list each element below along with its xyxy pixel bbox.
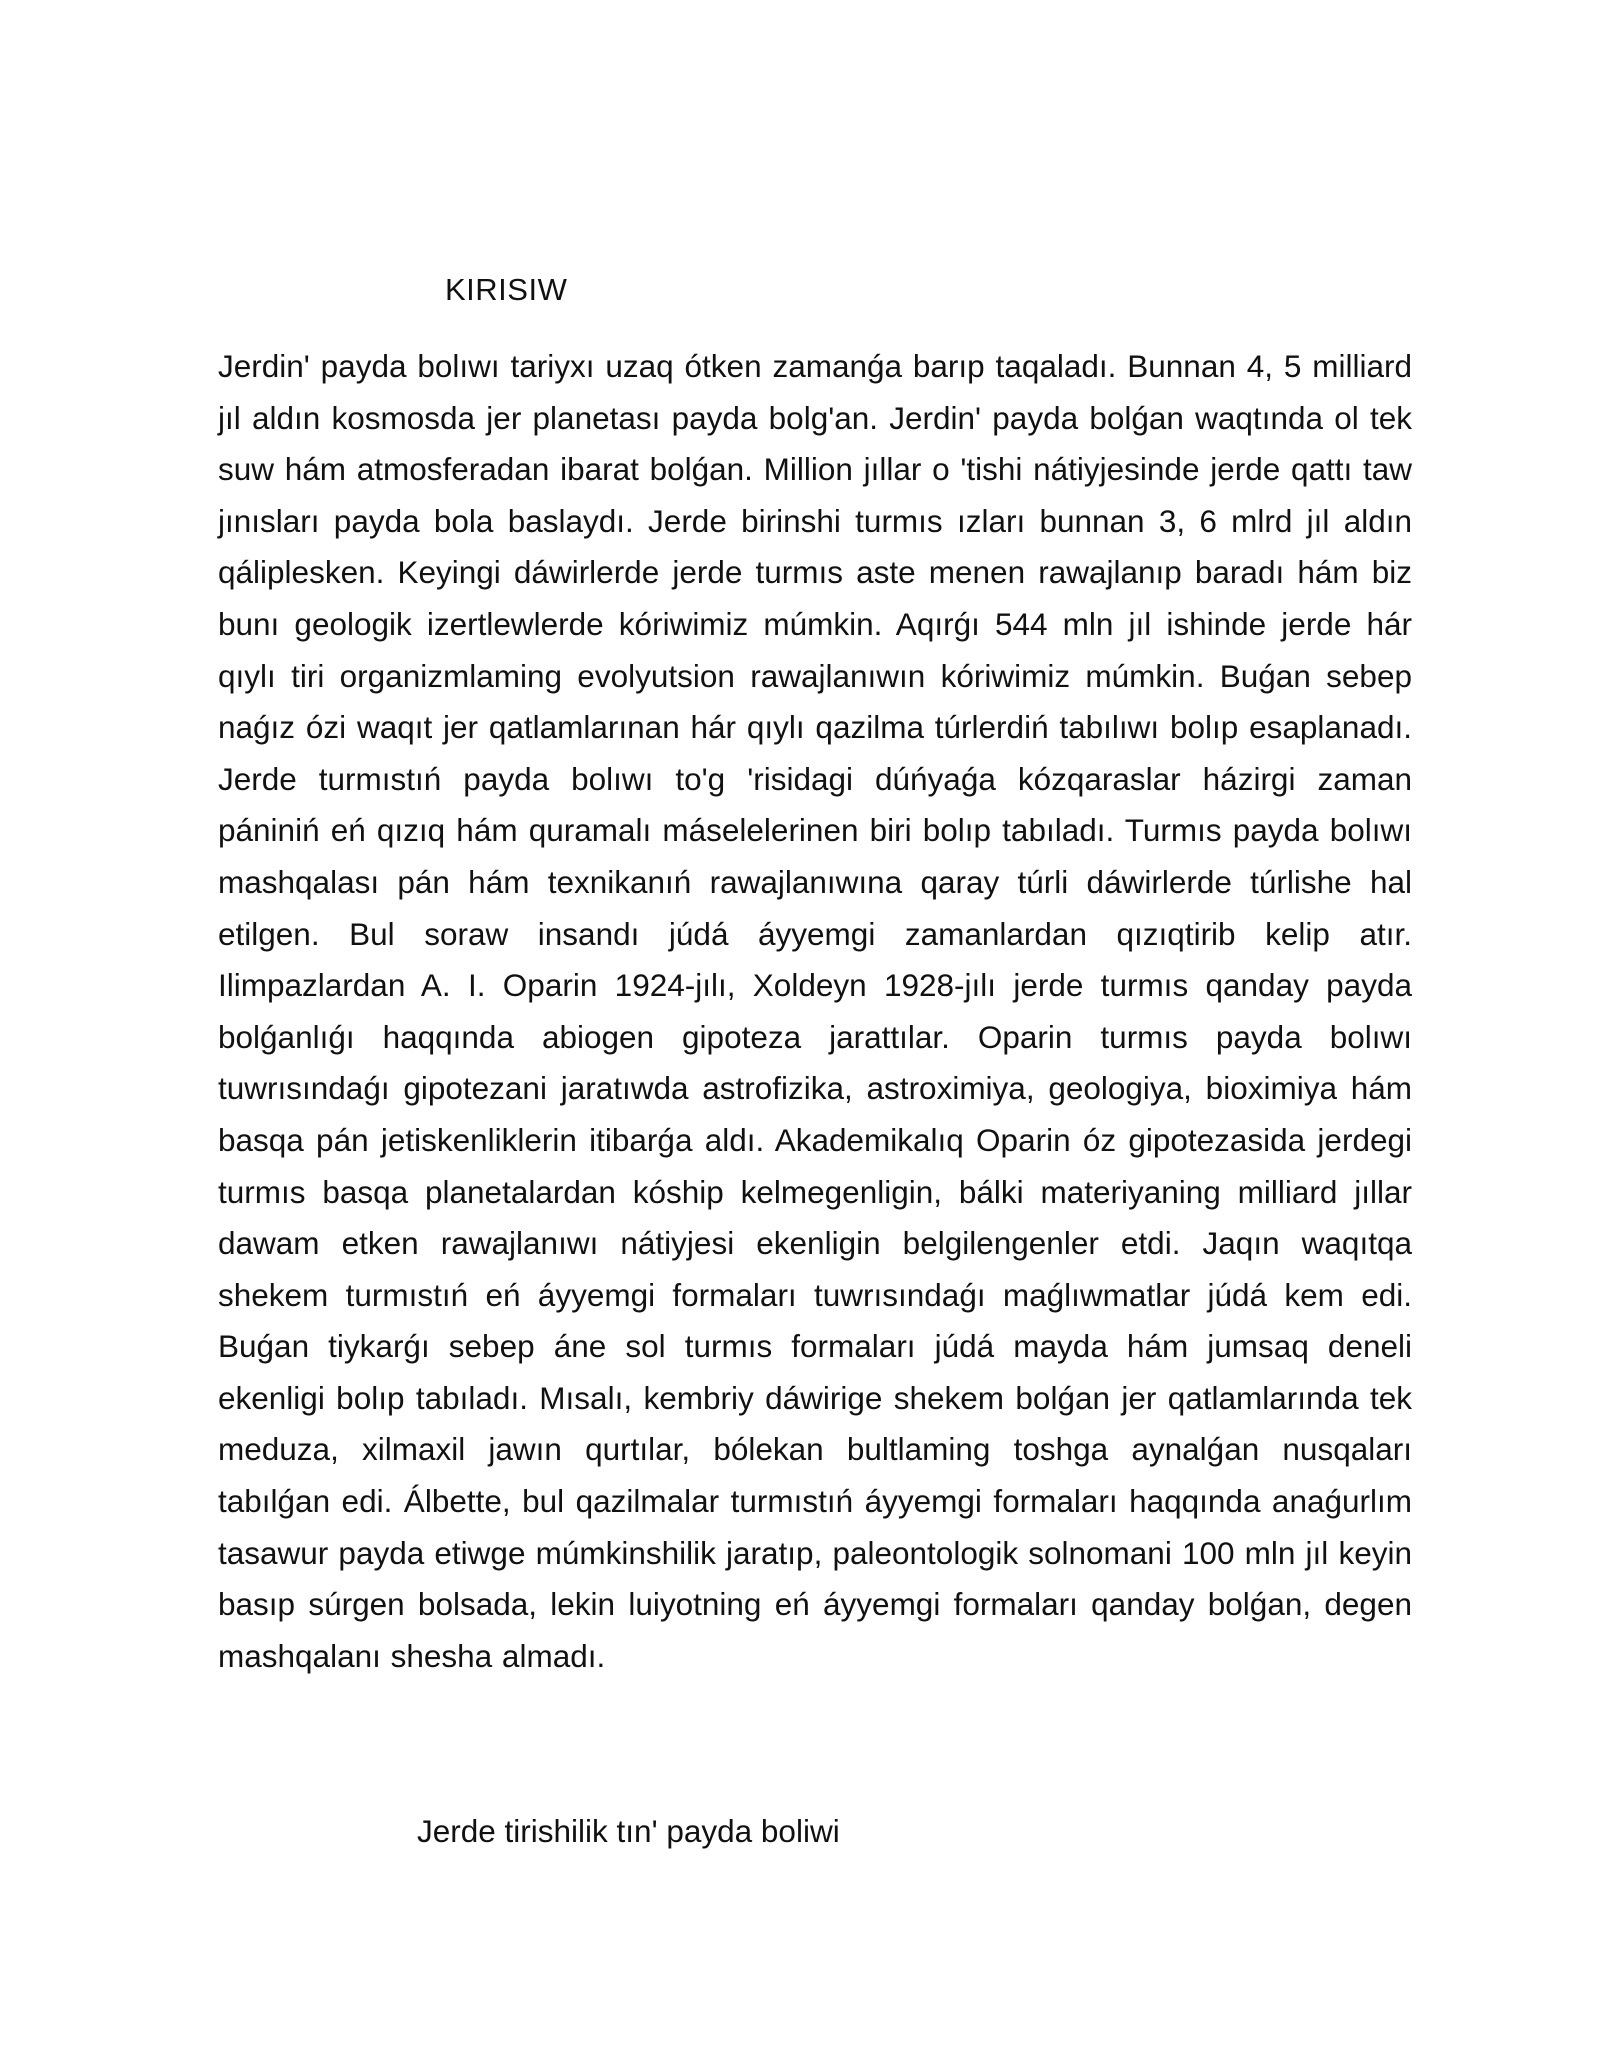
document-heading: KIRISIW <box>445 272 568 307</box>
body-paragraph: Jerdin' payda bolıwı tariyxı uzaq ótken zamanǵa barıp taqaladı. Bunnan 4, 5 milliard jıl aldın kosmosda jer planetası payda bolg'an. Jerdin' payda bolǵan waqtında ol tek suw hám atmosferadan ibarat bolǵan. Million jıllar o 'tishi nátiyjesinde jerde qattı taw jınısları payda bola baslaydı. Jerde birinshi turmıs ızları bunnan 3, 6 mlrd jıl aldın qáliplesken. Keyingi dáwirlerde jerde turmıs aste menen rawajlanıp baradı hám biz bunı geologik izertlewlerde kóriwimiz múmkin. Aqırǵı 544 mln jıl ishinde jerde hár qıylı tiri organizmlaming evolyutsion rawajlanıwın kóriwimiz múmkin. Buǵan sebep naǵız ózi waqıt jer qatlamlarınan hár qıylı qazilma túrlerdiń tabılıwı bolıp esaplanadı. Jerde turmıstıń payda bolıwı to'g 'risidagi dúńyaǵa kózqaraslar házirgi zaman pániniń eń qızıq hám quramalı máselelerinen biri bolıp tabıladı. Turmıs payda bolıwı mashqalası pán hám texnikanıń rawajlanıwına qaray túrli dáwirlerde túrlishe hal etilgen. Bul soraw insandı júdá áyyemgi zamanlardan qızıqtirib kelip atır. Ilimpazlardan A. I. Oparin 1924-jılı, Xoldeyn 1928-jılı jerde turmıs qanday payda bolǵanlıǵı haqqında abiogen gipoteza jarattılar. Oparin turmıs payda bolıwı tuwrısındaǵı gipotezani jaratıwda astrofizika, astroximiya, geologiya, bioximiya hám basqa pán jetiskenliklerin itibarǵa aldı. Akademikalıq Oparin óz gipotezasida jerdegi turmıs basqa planetalardan kóship kelmegenligin, bálki materiyaning milliard jıllar dawam etken rawajlanıwı nátiyjesi ekenligin belgilengenler etdi. Jaqın waqıtqa shekem turmıstıń eń áyyemgi formaları tuwrısındaǵı maǵlıwmatlar júdá kem edi. Buǵan tiykarǵı sebep áne sol turmıs formaları júdá mayda hám jumsaq deneli ekenligi bolıp tabıladı. Mısalı, kembriy dáwirige shekem bolǵan jer qatlamlarında tek meduza, xilmaxil jawın qurtılar, bólekan bultlaming toshga aynalǵan nusqaları tabılǵan edi. Álbette, bul qazilmalar turmıstıń áyyemgi formaları haqqında anaǵurlım tasawur payda etiwge múmkinshilik jaratıp, paleontologik solnomani 100 mln jıl keyin basıp súrgen bolsada, lekin luiyotning eń áyyemgi formaları qanday bolǵan, degen mashqalanı shesha almadı. <box>218 348 1412 1674</box>
section-subheading: Jerde tirishilik tın' payda boliwi <box>417 1813 840 1849</box>
